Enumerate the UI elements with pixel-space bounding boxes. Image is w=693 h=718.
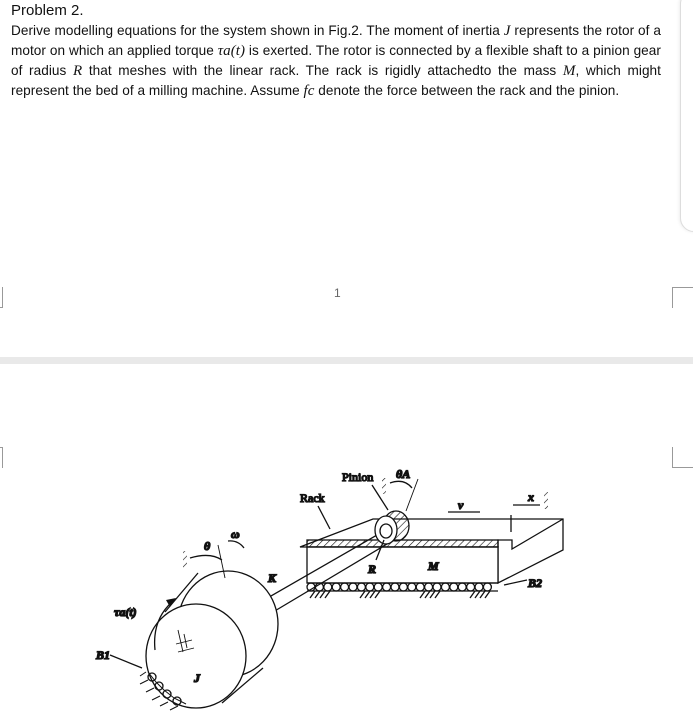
ground-hatch: [375, 591, 380, 598]
rollers-b2: [307, 583, 498, 598]
ground-hatch: [320, 591, 325, 598]
ground-hatch: [470, 591, 475, 598]
ground-hatch: [315, 591, 320, 598]
problem-text: Derive modelling equations for the system shown in Fig.2. The moment of inertia J represents the rotor of a motor on which an applied torque τa(t) is exerted. The rotor is connected by a flexible shaft to a pinion gear of radius R that meshes with the linear rack. The rack is rigidly attachedto the mass M, which might represent the bed of a milling machine. Assume fc denote the force between the rack and the pinion.: [11, 23, 661, 99]
roller: [383, 583, 391, 591]
label-tau: τa(t): [114, 605, 137, 619]
roller: [408, 583, 416, 591]
label-theta: θ: [204, 539, 211, 553]
roller: [458, 583, 466, 591]
label-b2: B2: [528, 576, 543, 590]
roller: [366, 583, 374, 591]
ground-hatch: [360, 591, 365, 598]
roller: [399, 583, 407, 591]
ground-hatch: [365, 591, 370, 598]
ground-hatch: [435, 591, 440, 598]
ground-hatch: [425, 591, 430, 598]
label-omega: ω: [231, 527, 240, 541]
roller: [416, 583, 424, 591]
roller: [467, 583, 475, 591]
roller: [475, 583, 483, 591]
roller: [441, 583, 449, 591]
roller: [349, 583, 357, 591]
ground-hatch: [310, 591, 315, 598]
roller: [483, 583, 491, 591]
roller: [450, 583, 458, 591]
ground-hatch: [485, 591, 490, 598]
problem-title: Problem 2.: [11, 2, 84, 19]
page-divider: [0, 357, 693, 364]
roller: [324, 583, 332, 591]
ground-hatch: [480, 591, 485, 598]
label-x: x: [528, 490, 534, 504]
label-m: M: [428, 559, 439, 573]
page-number: 1: [334, 286, 341, 300]
label-j: J: [194, 671, 200, 685]
ground-hatch: [430, 591, 435, 598]
roller: [374, 583, 382, 591]
scrollbar[interactable]: [680, 0, 693, 232]
ground-hatch: [475, 591, 480, 598]
roller: [357, 583, 365, 591]
theta-a-indicator: [382, 478, 418, 511]
ground-hatch: [325, 591, 330, 598]
ground-hatch: [420, 591, 425, 598]
roller: [332, 583, 340, 591]
label-theta-a: θA: [396, 467, 411, 481]
page-corner-mark: [0, 287, 3, 308]
label-r: R: [368, 562, 377, 576]
label-v: ν: [458, 498, 464, 512]
roller: [391, 583, 399, 591]
rack-pinion-figure: [0, 365, 693, 718]
page-corner-mark: [672, 287, 693, 308]
label-k: K: [268, 571, 277, 585]
label-pinion: Pinion: [342, 470, 374, 484]
roller: [341, 583, 349, 591]
label-rack: Rack: [300, 491, 325, 505]
label-b1: B1: [96, 648, 111, 662]
rack-pointer: [318, 506, 330, 529]
roller: [425, 583, 433, 591]
roller: [433, 583, 441, 591]
b2-pointer: [504, 580, 527, 585]
rotor-j: [146, 571, 278, 708]
ground-hatch: [370, 591, 375, 598]
